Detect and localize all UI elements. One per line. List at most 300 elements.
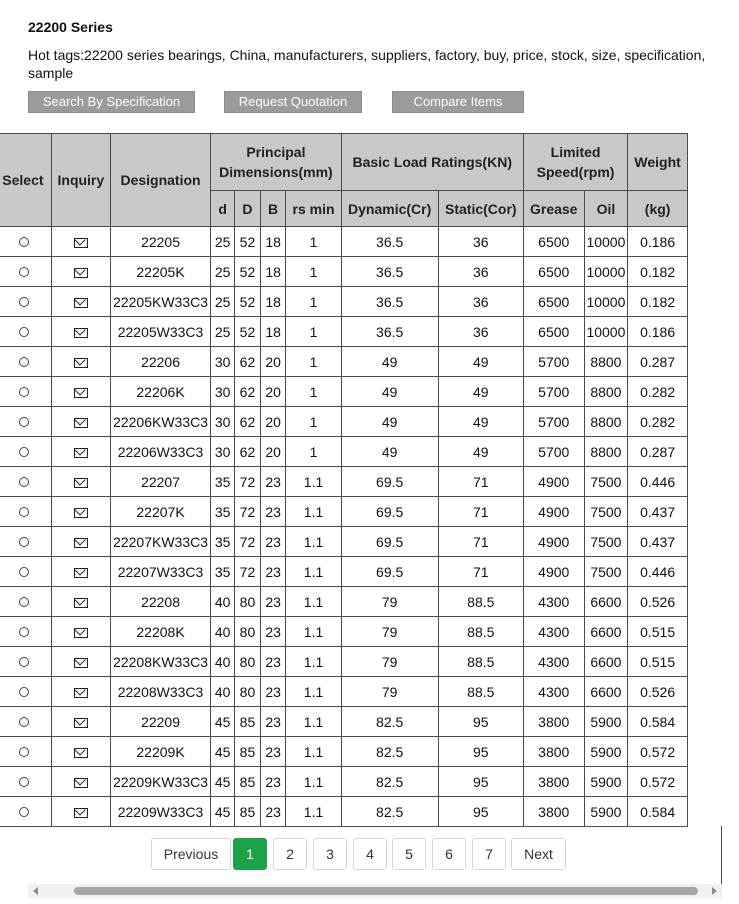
grease-cell: 4900: [523, 527, 584, 557]
static-cell: 71: [438, 497, 523, 527]
rs-min-cell: 1.1: [286, 797, 341, 827]
dynamic-cell: 36.5: [341, 317, 438, 347]
static-cell: 88.5: [438, 617, 523, 647]
mail-icon[interactable]: [74, 388, 88, 398]
rs-min-cell: 1.1: [286, 707, 341, 737]
oil-cell: 5900: [584, 797, 628, 827]
rs-min-cell: 1.1: [286, 587, 341, 617]
b-header: B: [260, 191, 286, 227]
weight-cell: 0.515: [628, 647, 688, 677]
select-checkbox[interactable]: [19, 327, 29, 337]
b-cell: 18: [260, 317, 286, 347]
page-2-button[interactable]: 2: [273, 838, 307, 870]
dynamic-cell: 69.5: [341, 467, 438, 497]
select-cell[interactable]: [0, 437, 51, 467]
b-cell: 23: [260, 737, 286, 767]
mail-icon[interactable]: [74, 238, 88, 248]
select-cell[interactable]: [0, 767, 51, 797]
d-cell: 30: [211, 347, 235, 377]
static-cell: 36: [438, 257, 523, 287]
weight-cell: 0.186: [628, 227, 688, 257]
inquiry-cell[interactable]: [51, 707, 110, 737]
mail-icon[interactable]: [74, 808, 88, 818]
designation-cell: 22207KW33C3: [110, 527, 210, 557]
rs-min-cell: 1.1: [286, 737, 341, 767]
dynamic-cell: 82.5: [341, 797, 438, 827]
inquiry-cell[interactable]: [51, 257, 110, 287]
select-checkbox[interactable]: [19, 477, 29, 487]
select-cell[interactable]: [0, 317, 51, 347]
d-cell: 30: [211, 377, 235, 407]
inquiry-cell[interactable]: [51, 587, 110, 617]
oil-cell: 8800: [584, 377, 628, 407]
table-row: [0, 497, 688, 527]
select-checkbox[interactable]: [19, 627, 29, 637]
dynamic-cell: 69.5: [341, 557, 438, 587]
weight-cell: 0.515: [628, 617, 688, 647]
select-cell[interactable]: [0, 257, 51, 287]
dynamic-cell: 36.5: [341, 227, 438, 257]
mail-icon[interactable]: [74, 298, 88, 308]
table-row: [0, 527, 688, 557]
designation-cell: 22206W33C3: [110, 437, 210, 467]
outer-d-cell: 72: [235, 557, 261, 587]
outer-d-cell: 80: [235, 677, 261, 707]
select-header: Select: [0, 134, 51, 227]
select-checkbox[interactable]: [19, 597, 29, 607]
select-checkbox[interactable]: [19, 687, 29, 697]
next-page-button[interactable]: Next: [511, 838, 566, 870]
oil-cell: 8800: [584, 407, 628, 437]
weight-cell: 0.446: [628, 467, 688, 497]
designation-cell: 22208: [110, 587, 210, 617]
oil-cell: 6600: [584, 617, 628, 647]
designation-header: Designation: [110, 134, 210, 227]
horizontal-scrollbar[interactable]: [28, 884, 722, 898]
grease-cell: 4300: [523, 617, 584, 647]
weight-cell: 0.584: [628, 797, 688, 827]
mail-icon[interactable]: [74, 358, 88, 368]
page-6-button[interactable]: 6: [432, 838, 466, 870]
select-cell[interactable]: [0, 647, 51, 677]
dynamic-cell: 49: [341, 437, 438, 467]
b-cell: 23: [260, 497, 286, 527]
static-cell: 95: [438, 737, 523, 767]
select-checkbox[interactable]: [19, 567, 29, 577]
static-cell: 88.5: [438, 587, 523, 617]
weight-cell: 0.282: [628, 407, 688, 437]
table-row: [0, 797, 688, 827]
select-checkbox[interactable]: [19, 657, 29, 667]
d-cell: 35: [211, 527, 235, 557]
b-cell: 18: [260, 227, 286, 257]
table-row: [0, 707, 688, 737]
select-cell[interactable]: [0, 497, 51, 527]
oil-cell: 8800: [584, 347, 628, 377]
d-cell: 40: [211, 647, 235, 677]
table-row: [0, 587, 688, 617]
inquiry-cell[interactable]: [51, 317, 110, 347]
grease-cell: 6500: [523, 227, 584, 257]
select-cell[interactable]: [0, 707, 51, 737]
table-row: [0, 407, 688, 437]
select-checkbox[interactable]: [19, 507, 29, 517]
principal-dimensions-header: Principal Dimensions(mm): [211, 134, 341, 191]
inquiry-cell[interactable]: [51, 557, 110, 587]
weight-cell: 0.437: [628, 497, 688, 527]
grease-cell: 4900: [523, 497, 584, 527]
mail-icon[interactable]: [74, 778, 88, 788]
outer-d-cell: 72: [235, 467, 261, 497]
designation-cell: 22209: [110, 707, 210, 737]
rs-min-cell: 1.1: [286, 527, 341, 557]
grease-cell: 6500: [523, 257, 584, 287]
table-row: [0, 437, 688, 467]
compare-items-button[interactable]: Compare Items: [392, 91, 524, 113]
page-1-button[interactable]: 1: [233, 838, 267, 870]
dynamic-cell: 36.5: [341, 257, 438, 287]
select-checkbox[interactable]: [19, 447, 29, 457]
designation-cell: 22206KW33C3: [110, 407, 210, 437]
static-cell: 36: [438, 287, 523, 317]
select-cell[interactable]: [0, 227, 51, 257]
b-cell: 18: [260, 257, 286, 287]
rs-min-cell: 1.1: [286, 617, 341, 647]
outer-d-cell: 80: [235, 587, 261, 617]
weight-cell: 0.287: [628, 347, 688, 377]
weight-cell: 0.572: [628, 737, 688, 767]
rs-min-cell: 1: [286, 407, 341, 437]
designation-cell: 22206: [110, 347, 210, 377]
static-cell: 49: [438, 377, 523, 407]
grease-cell: 5700: [523, 407, 584, 437]
inquiry-cell[interactable]: [51, 227, 110, 257]
inquiry-cell[interactable]: [51, 377, 110, 407]
page-4-button[interactable]: 4: [353, 838, 387, 870]
select-cell[interactable]: [0, 587, 51, 617]
outer-d-cell: 62: [235, 347, 261, 377]
table-row: [0, 287, 688, 317]
grease-cell: 3800: [523, 737, 584, 767]
d-cell: 35: [211, 467, 235, 497]
mail-icon[interactable]: [74, 478, 88, 488]
grease-cell: 5700: [523, 437, 584, 467]
d-cell: 35: [211, 497, 235, 527]
inquiry-cell[interactable]: [51, 797, 110, 827]
select-cell[interactable]: [0, 527, 51, 557]
grease-cell: 3800: [523, 767, 584, 797]
weight-cell: 0.572: [628, 767, 688, 797]
oil-cell: 10000: [584, 227, 628, 257]
rs-min-cell: 1: [286, 317, 341, 347]
dynamic-cell: 69.5: [341, 527, 438, 557]
kg-header: (kg): [628, 191, 688, 227]
designation-cell: 22209KW33C3: [110, 767, 210, 797]
select-checkbox[interactable]: [19, 357, 29, 367]
dynamic-cell: 69.5: [341, 497, 438, 527]
weight-header: Weight: [628, 134, 688, 191]
mail-icon[interactable]: [74, 448, 88, 458]
product-table: [0, 133, 688, 827]
table-row: [0, 257, 688, 287]
inquiry-header: Inquiry: [51, 134, 110, 227]
limited-speed-header: Limited Speed(rpm): [523, 134, 627, 191]
weight-cell: 0.584: [628, 707, 688, 737]
inquiry-cell[interactable]: [51, 497, 110, 527]
select-checkbox[interactable]: [19, 297, 29, 307]
rs-min-cell: 1.1: [286, 647, 341, 677]
dynamic-header: Dynamic(Cr): [341, 191, 438, 227]
d-cell: 45: [211, 737, 235, 767]
select-cell[interactable]: [0, 617, 51, 647]
d-cell: 25: [211, 317, 235, 347]
table-row: [0, 737, 688, 767]
grease-cell: 3800: [523, 707, 584, 737]
table-row: [0, 227, 688, 257]
outer-d-cell: 85: [235, 797, 261, 827]
outer-d-cell: 72: [235, 527, 261, 557]
inquiry-cell[interactable]: [51, 437, 110, 467]
designation-cell: 22205: [110, 227, 210, 257]
inquiry-cell[interactable]: [51, 407, 110, 437]
table-row: [0, 377, 688, 407]
select-checkbox[interactable]: [19, 267, 29, 277]
weight-cell: 0.287: [628, 437, 688, 467]
oil-cell: 6600: [584, 647, 628, 677]
dynamic-cell: 49: [341, 407, 438, 437]
static-cell: 49: [438, 407, 523, 437]
inquiry-cell[interactable]: [51, 737, 110, 767]
grease-cell: 4900: [523, 467, 584, 497]
select-checkbox[interactable]: [19, 237, 29, 247]
inquiry-cell[interactable]: [51, 287, 110, 317]
grease-cell: 4300: [523, 677, 584, 707]
request-quotation-button[interactable]: Request Quotation: [224, 91, 362, 113]
select-checkbox[interactable]: [19, 747, 29, 757]
static-cell: 49: [438, 347, 523, 377]
weight-cell: 0.437: [628, 527, 688, 557]
mail-icon[interactable]: [74, 538, 88, 548]
dynamic-cell: 82.5: [341, 767, 438, 797]
rs-min-cell: 1: [286, 437, 341, 467]
outer-d-cell: 52: [235, 317, 261, 347]
b-cell: 23: [260, 557, 286, 587]
oil-cell: 7500: [584, 497, 628, 527]
designation-cell: 22209W33C3: [110, 797, 210, 827]
outer-d-cell: 80: [235, 617, 261, 647]
dynamic-cell: 36.5: [341, 287, 438, 317]
designation-cell: 22208W33C3: [110, 677, 210, 707]
oil-cell: 6600: [584, 677, 628, 707]
outer-d-cell: 80: [235, 647, 261, 677]
select-cell[interactable]: [0, 407, 51, 437]
inquiry-cell[interactable]: [51, 647, 110, 677]
select-checkbox[interactable]: [19, 807, 29, 817]
select-checkbox[interactable]: [19, 537, 29, 547]
mail-icon[interactable]: [74, 658, 88, 668]
d-cell: 30: [211, 407, 235, 437]
static-cell: 49: [438, 437, 523, 467]
designation-cell: 22209K: [110, 737, 210, 767]
weight-cell: 0.446: [628, 557, 688, 587]
hot-tags: Hot tags:22200 series bearings, China, manufacturers, suppliers, factory, buy, price, stock, size, specification, sample: [28, 47, 706, 81]
table-body: [0, 227, 688, 827]
table-row: [0, 677, 688, 707]
grease-cell: 4900: [523, 557, 584, 587]
static-cell: 95: [438, 767, 523, 797]
page-5-button[interactable]: 5: [392, 838, 426, 870]
d-cell: 25: [211, 227, 235, 257]
designation-cell: 22208KW33C3: [110, 647, 210, 677]
mail-icon[interactable]: [74, 628, 88, 638]
select-cell[interactable]: [0, 467, 51, 497]
d-cell: 30: [211, 437, 235, 467]
d-cell: 45: [211, 707, 235, 737]
grease-header: Grease: [523, 191, 584, 227]
rs-min-cell: 1.1: [286, 767, 341, 797]
dynamic-cell: 82.5: [341, 707, 438, 737]
select-checkbox[interactable]: [19, 717, 29, 727]
oil-cell: 5900: [584, 707, 628, 737]
outer-d-cell: 85: [235, 707, 261, 737]
b-cell: 23: [260, 587, 286, 617]
static-cell: 36: [438, 317, 523, 347]
rs-min-cell: 1: [286, 287, 341, 317]
grease-cell: 3800: [523, 797, 584, 827]
outer-d-cell: 52: [235, 257, 261, 287]
inquiry-cell[interactable]: [51, 527, 110, 557]
select-checkbox[interactable]: [19, 417, 29, 427]
oil-cell: 5900: [584, 767, 628, 797]
static-cell: 95: [438, 707, 523, 737]
rs-min-cell: 1: [286, 257, 341, 287]
grease-cell: 6500: [523, 317, 584, 347]
oil-cell: 6600: [584, 587, 628, 617]
d-cell: 45: [211, 767, 235, 797]
mail-icon[interactable]: [74, 598, 88, 608]
mail-icon[interactable]: [74, 688, 88, 698]
mail-icon[interactable]: [74, 718, 88, 728]
designation-cell: 22207W33C3: [110, 557, 210, 587]
rs-min-header: rs min: [286, 191, 341, 227]
inquiry-cell[interactable]: [51, 467, 110, 497]
static-cell: 71: [438, 467, 523, 497]
d-cell: 35: [211, 557, 235, 587]
inquiry-cell[interactable]: [51, 767, 110, 797]
select-cell[interactable]: [0, 677, 51, 707]
rs-min-cell: 1: [286, 227, 341, 257]
select-cell[interactable]: [0, 557, 51, 587]
select-cell[interactable]: [0, 797, 51, 827]
inquiry-cell[interactable]: [51, 617, 110, 647]
designation-cell: 22208K: [110, 617, 210, 647]
grease-cell: 5700: [523, 377, 584, 407]
search-by-specification-button[interactable]: Search By Specification: [28, 91, 195, 113]
scroll-right-icon[interactable]: [712, 887, 717, 895]
b-cell: 18: [260, 287, 286, 317]
b-cell: 23: [260, 647, 286, 677]
mail-icon[interactable]: [74, 508, 88, 518]
designation-cell: 22207: [110, 467, 210, 497]
table-row: [0, 767, 688, 797]
weight-cell: 0.182: [628, 257, 688, 287]
select-checkbox[interactable]: [19, 387, 29, 397]
outer-d-cell: 72: [235, 497, 261, 527]
d-cell: 40: [211, 617, 235, 647]
scroll-left-icon[interactable]: [33, 887, 38, 895]
grease-cell: 6500: [523, 287, 584, 317]
basic-load-ratings-header: Basic Load Ratings(KN): [341, 134, 523, 191]
b-cell: 23: [260, 527, 286, 557]
oil-cell: 7500: [584, 527, 628, 557]
product-table-container: [2, 133, 722, 826]
mail-icon[interactable]: [74, 268, 88, 278]
previous-page-button[interactable]: Previous: [151, 838, 231, 870]
grease-cell: 4300: [523, 587, 584, 617]
rs-min-cell: 1.1: [286, 467, 341, 497]
scrollbar-thumb[interactable]: [74, 887, 698, 895]
oil-cell: 7500: [584, 557, 628, 587]
dynamic-cell: 79: [341, 647, 438, 677]
page-3-button[interactable]: 3: [313, 838, 347, 870]
d-cell: 25: [211, 257, 235, 287]
oil-cell: 10000: [584, 317, 628, 347]
outer-d-cell: 52: [235, 227, 261, 257]
select-checkbox[interactable]: [19, 777, 29, 787]
select-cell[interactable]: [0, 737, 51, 767]
d-header: d: [211, 191, 235, 227]
select-cell[interactable]: [0, 377, 51, 407]
mail-icon[interactable]: [74, 328, 88, 338]
b-cell: 20: [260, 407, 286, 437]
rs-min-cell: 1: [286, 377, 341, 407]
inquiry-cell[interactable]: [51, 347, 110, 377]
dynamic-cell: 79: [341, 617, 438, 647]
weight-cell: 0.186: [628, 317, 688, 347]
static-cell: 95: [438, 797, 523, 827]
outer-d-cell: 62: [235, 407, 261, 437]
mail-icon[interactable]: [74, 418, 88, 428]
mail-icon[interactable]: [74, 748, 88, 758]
select-cell[interactable]: [0, 347, 51, 377]
outer-d-cell: 62: [235, 377, 261, 407]
rs-min-cell: 1.1: [286, 677, 341, 707]
mail-icon[interactable]: [74, 568, 88, 578]
b-cell: 23: [260, 797, 286, 827]
select-cell[interactable]: [0, 287, 51, 317]
b-cell: 20: [260, 377, 286, 407]
static-cell: 71: [438, 557, 523, 587]
page-7-button[interactable]: 7: [472, 838, 506, 870]
d-cell: 40: [211, 677, 235, 707]
static-cell: 88.5: [438, 677, 523, 707]
oil-cell: 7500: [584, 467, 628, 497]
b-cell: 23: [260, 767, 286, 797]
rs-min-cell: 1.1: [286, 557, 341, 587]
inquiry-cell[interactable]: [51, 677, 110, 707]
b-cell: 23: [260, 677, 286, 707]
dynamic-cell: 82.5: [341, 737, 438, 767]
oil-cell: 10000: [584, 287, 628, 317]
b-cell: 23: [260, 707, 286, 737]
designation-cell: 22205K: [110, 257, 210, 287]
table-row: [0, 557, 688, 587]
oil-header: Oil: [584, 191, 628, 227]
oil-cell: 10000: [584, 257, 628, 287]
b-cell: 20: [260, 347, 286, 377]
outer-d-cell: 85: [235, 767, 261, 797]
table-row: [0, 347, 688, 377]
